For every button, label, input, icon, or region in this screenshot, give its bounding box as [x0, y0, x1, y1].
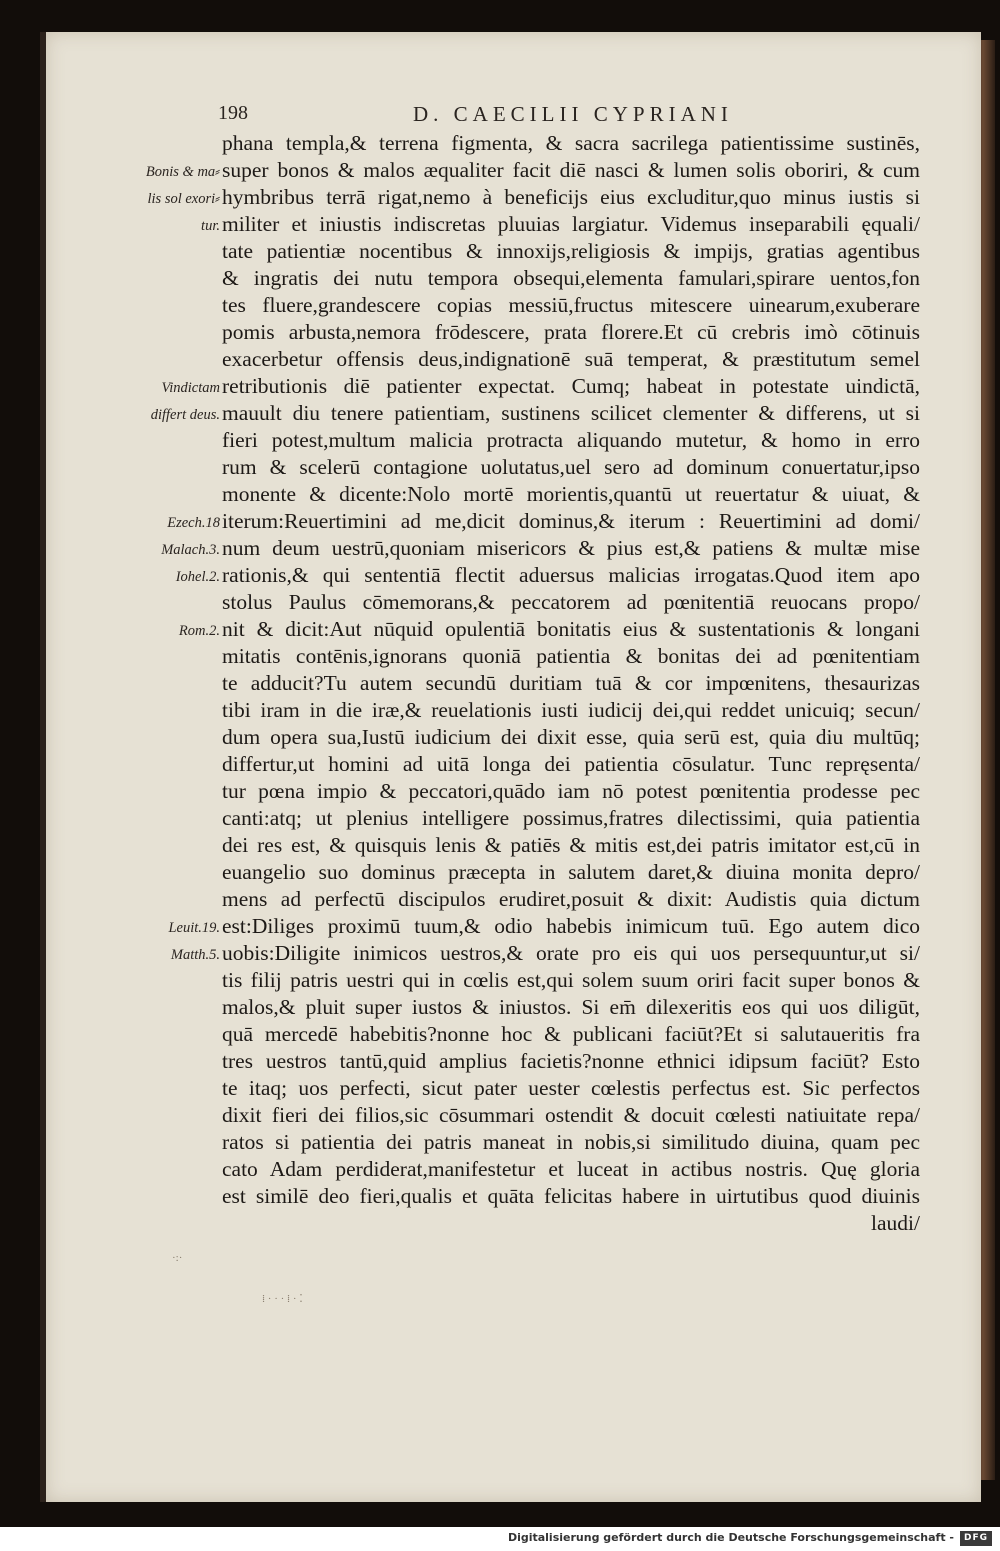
text-line: num deum uestrū,quoniam misericors & pius est,& patiens & multæ mise	[222, 536, 920, 560]
text-line: exacerbetur offensis deus,indignationē suā temperat, & præstitutum semel	[222, 347, 920, 371]
text-line: est similē deo fieri,qualis et quāta felicitas habere in uirtutibus quod diuinis	[222, 1184, 920, 1208]
text-line: & ingratis dei nutu tempora obsequi,elementa famulari,spirare uentos,fon	[222, 266, 920, 290]
text-line: retributionis diē patienter expectat. Cumq; habeat in potestate uindictā,	[222, 374, 920, 398]
footer-bar	[0, 1527, 1000, 1551]
page-number: 198	[218, 102, 248, 124]
text-line: tur pœna impio & peccatori,quādo iam nō potest pœnitentia prodesse pec	[222, 779, 920, 803]
text-line: quā mercedē habebitis?nonne hoc & publicani faciūt?Et si salutaueritis fra	[222, 1022, 920, 1046]
footer-credit: Digitalisierung gefördert durch die Deutsche Forschungsgemeinschaft -	[507, 1531, 954, 1544]
margin-note: Malach.3.	[161, 542, 220, 558]
catchword: laudi/	[871, 1211, 920, 1235]
text-line: nit & dicit:Aut nūquid opulentiā bonitatis eius & sustentationis & longani	[222, 617, 920, 641]
text-line: tes fluere,grandescere copias messiū,fructus mitescere uinearum,exuberare	[222, 293, 920, 317]
text-line: monente & dicente:Nolo mortē morientis,quantū ut reuertatur & uiuat, &	[222, 482, 920, 506]
text-line: dum opera sua,Iustū iudicium dei dixit esse, quia serū est, quia diu multūq;	[222, 725, 920, 749]
text-line: differtur,ut homini ad uitā longa dei patientia cōsulatur. Tunc repręsenta/	[222, 752, 920, 776]
margin-note: Leuit.19.	[168, 920, 220, 936]
text-line: hymbribus terrā rigat,nemo à beneficijs eius excluditur,quo minus iustis si	[222, 185, 920, 209]
ink-speck: ·:·	[172, 1252, 183, 1264]
text-line: iterum:Reuertimini ad me,dicit dominus,& iterum : Reuertimini ad domi/	[222, 509, 920, 533]
margin-note: lis sol exori⸗	[147, 191, 220, 207]
text-line: te itaq; uos perfecti, sicut pater uester cœlestis perfectus est. Sic perfectos	[222, 1076, 920, 1100]
text-line: stolus Paulus cōmemorans,& peccatorem ad pœnitentiā reuocans propo/	[222, 590, 920, 614]
text-line: euangelio suo dominus præcepta in salutem daret,& diuina monita depro/	[222, 860, 920, 884]
text-line: mens ad perfectū discipulos erudiret,posuit & dixit: Audistis quia dictum	[222, 887, 920, 911]
text-line: dixit fieri dei filios,sic cōsummari ostendit & docuit cœlesti natiuitate repa/	[222, 1103, 920, 1127]
body-text	[222, 130, 920, 1237]
margin-note: Iohel.2.	[175, 569, 220, 585]
margin-note: Matth.5.	[170, 947, 220, 963]
text-line: dei res est, & quisquis lenis & patiēs & mitis est,dei patris imitator est,cū in	[222, 833, 920, 857]
running-title: D. CAECILII CYPRIANI	[413, 102, 733, 126]
dfg-logo: DFG	[960, 1531, 992, 1546]
text-line: tibi iram in die iræ,& reuelationis iusti iudicij dei,qui reddet unicuiq; secun/	[222, 698, 920, 722]
text-line: militer et iniustis indiscretas pluuias largiatur. Videmus inseparabili ęquali/	[222, 212, 920, 236]
margin-note: differt deus.	[150, 407, 220, 423]
text-line: ratos si patientia dei patris maneat in nobis,si similitudo diuina, quam pec	[222, 1130, 920, 1154]
text-line: mauult diu tenere patientiam, sustinens scilicet clementer & differens, ut si	[222, 401, 920, 425]
text-line: super bonos & malos æqualiter facit diē nasci & lumen solis oboriri, & cum	[222, 158, 920, 182]
text-line: te adducit?Tu autem secundū duritiam tuā & cor impœnitens, thesaurizas	[222, 671, 920, 695]
text-line: tres uestros tantū,quid amplius facietis?nonne ethnici idipsum faciūt? Esto	[222, 1049, 920, 1073]
margin-note: Bonis & ma⸗	[145, 164, 220, 180]
margin-note: Rom.2.	[178, 623, 220, 639]
text-line: rum & scelerū contagione uolutatus,uel sero ad dominum conuertatur,ipso	[222, 455, 920, 479]
text-line: fieri potest,multum malicia protracta aliquando mutetur, & homo in erro	[222, 428, 920, 452]
text-line: tate patientiæ nocentibus & innoxijs,religiosis & impijs, gratias agentibus	[222, 239, 920, 263]
text-line: phana templa,& terrena figmenta, & sacra sacrilega patientissime sustinēs,	[222, 131, 920, 155]
running-head	[218, 102, 918, 132]
text-line: est:Diliges proximū tuum,& odio habebis inimicum tuū. Ego autem dico	[222, 914, 920, 938]
text-line: tis filij patris uestri qui in cœlis est,qui solem suum oriri facit super bonos &	[222, 968, 920, 992]
text-line: uobis:Diligite inimicos uestros,& orate pro eis qui uos persequuntur,ut si/	[222, 941, 920, 965]
text-line: canti:atq; ut plenius intelligere possimus,fratres dilectissimi, quia patientia	[222, 806, 920, 830]
margin-note: tur.	[201, 218, 220, 234]
text-line: pomis arbusta,nemora frōdescere, prata florere.Et cū crebris imò cōtinuis	[222, 320, 920, 344]
ink-speck: ⁞ · · · ⁞ · ⁚	[262, 1293, 303, 1305]
text-line: rationis,& qui sententiā flectit aduersus malicias irrogatas.Quod item apo	[222, 563, 920, 587]
text-line: cato Adam perdiderat,manifestetur et luceat in actibus nostris. Quę gloria	[222, 1157, 920, 1181]
margin-note: Ezech.18	[167, 515, 220, 531]
text-line: mitatis contēnis,ignorans quoniā patientia & bonitas dei ad pœnitentiam	[222, 644, 920, 668]
text-line: malos,& pluit super iustos & iniustos. Si em̄ dilexeritis eos qui uos diligūt,	[222, 995, 920, 1019]
margin-note: Vindictam	[161, 380, 220, 396]
